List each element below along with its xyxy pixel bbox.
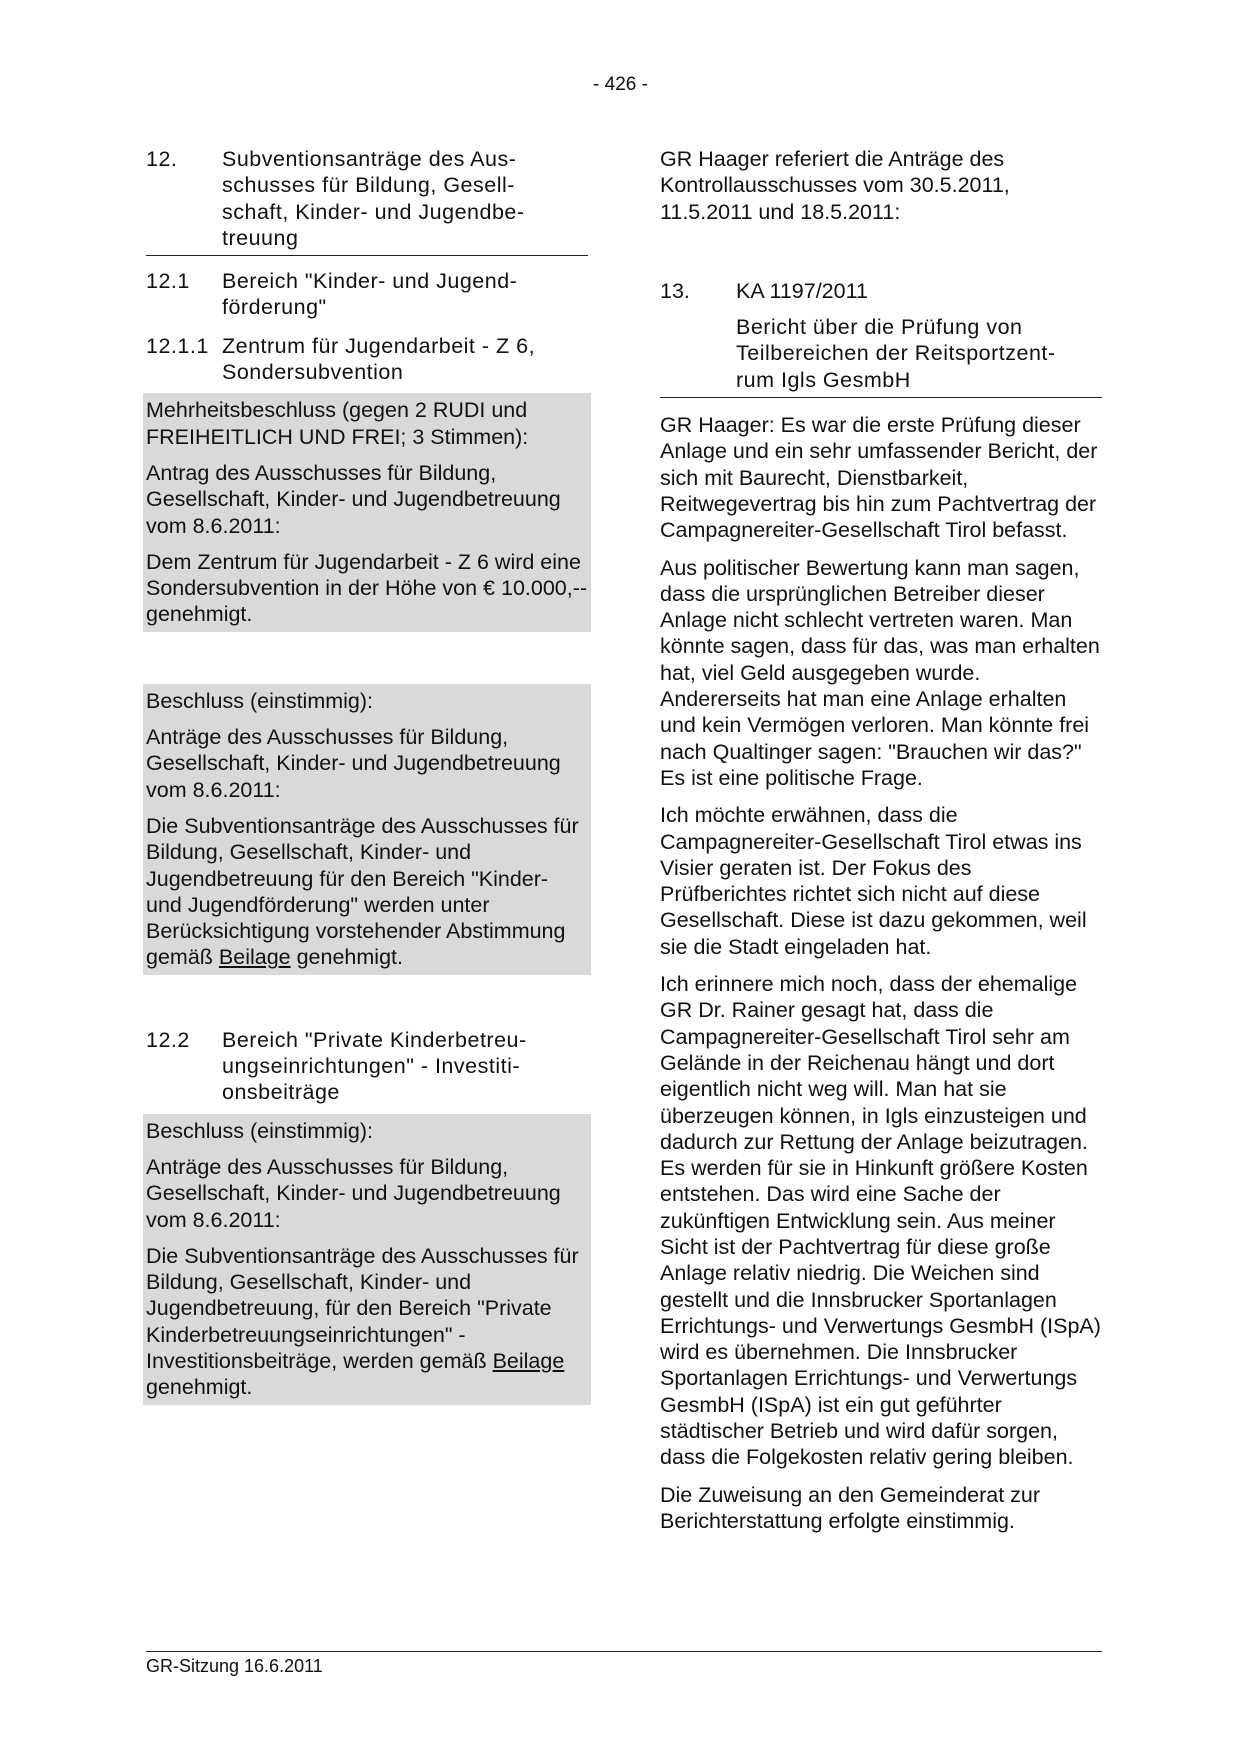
section-title: Bereich "Kinder- und Jugend- förderung" — [222, 269, 518, 320]
motion-text-part: genehmigt. — [290, 945, 403, 970]
motion-text-part: Die Subventionsanträge des Ausschusses für Bildung, Gesellschaft, Kinder- und Jugendbetreuung, für den Bereich "Private Kinderbetreuungseinrichtungen" - Investitionsbeiträge, werden gemäß — [146, 1243, 579, 1373]
motion-title: Anträge des Ausschusses für Bildung, Gesellschaft, Kinder- und Jugendbetreuung vom 8.6.2011: — [146, 725, 561, 802]
motion-text — [146, 1243, 588, 1401]
left-column — [146, 146, 588, 1405]
section-number: 12. — [146, 147, 178, 171]
section-title: KA 1197/2011 — [736, 278, 868, 303]
section-13-heading — [660, 278, 1102, 398]
page-number: - 426 - — [593, 74, 648, 95]
section-12-1-heading — [146, 268, 588, 321]
resolution-type: Beschluss (einstimmig): — [146, 1118, 373, 1143]
speech-paragraph: GR Haager: Es war die erste Prüfung dieser Anlage und ein sehr umfassender Bericht, der sich mit Baurecht, Dienstbarkeit, Reitwegevertrag bis hin zum Pachtvertrag der Campagnereiter-Gesellschaft Tirol befasst. — [660, 413, 1098, 543]
resolution-type: Beschluss (einstimmig): — [146, 688, 373, 713]
resolution-box — [143, 684, 591, 975]
section-title: Zentrum für Jugendarbeit - Z 6, Sondersubvention — [222, 333, 536, 385]
motion-text-part: Die Subventionsanträge des Ausschusses für Bildung, Gesellschaft, Kinder- und Jugendbetreuung für den Bereich "Kinder- und Jugendförderung" werden unter Berücksichtigung vorstehender Abstimmung gemäß — [146, 813, 579, 970]
section-12-2-heading — [146, 1027, 588, 1106]
section-12-heading — [146, 146, 588, 256]
motion-text — [146, 813, 588, 971]
motion-text-part: genehmigt. — [146, 1375, 253, 1400]
speech-paragraph: Die Zuweisung an den Gemeinderat zur Berichterstattung erfolgte einstimmig. — [660, 1482, 1041, 1533]
section-number: 12.2 — [146, 1027, 190, 1052]
section-title: Subventionsanträge des Aus- schusses für Bildung, Gesell- schaft, Kinder- und Jugendbe- treuung — [222, 147, 525, 250]
intro-paragraph: GR Haager referiert die Anträge des Kontrollausschusses vom 30.5.2011, 11.5.2011 und 18.5.2011: — [660, 147, 1010, 224]
beilage-link[interactable]: Beilage — [218, 945, 291, 970]
right-column — [660, 146, 1102, 1545]
footer: GR-Sitzung 16.6.2011 — [146, 1651, 1102, 1677]
motion-title: Antrag des Ausschusses für Bildung, Gesellschaft, Kinder- und Jugendbetreuung vom 8.6.2011: — [146, 460, 561, 538]
motion-text: Dem Zentrum für Jugendarbeit - Z 6 wird eine Sondersubvention in der Höhe von € 10.000,-- genehmigt. — [146, 549, 588, 627]
resolution-box — [143, 1114, 591, 1405]
speech-paragraph: Ich möchte erwähnen, dass die Campagnereiter-Gesellschaft Tirol etwas ins Visier geraten ist. Der Fokus des Prüfberichtes richtet sich nicht auf diese Gesellschaft. Diese ist dazu gekommen, weil sie die Stadt eingeladen hat. — [660, 803, 1087, 959]
resolution-type: Mehrheitsbeschluss (gegen 2 RUDI und FREIHEITLICH UND FREI; 3 Stimmen): — [146, 398, 529, 449]
section-subtitle: Bericht über die Prüfung von Teilbereichen der Reitsportzent- rum Igls GesmbH — [736, 315, 1056, 392]
motion-title: Anträge des Ausschusses für Bildung, Gesellschaft, Kinder- und Jugendbetreuung vom 8.6.2011: — [146, 1154, 561, 1232]
section-number: 12.1.1 — [146, 333, 209, 358]
speech-paragraph: Ich erinnere mich noch, dass der ehemalige GR Dr. Rainer gesagt hat, dass die Campagnereiter-Gesellschaft Tirol sehr am Gelände in der Reichenau hängt und dort eigentlich nicht weg will. Man hat sie überzeugen können, in Igls einzusteigen und dadurch zur Rettung der Anlage beizutragen. Es werden für sie in Hinkunft größere Kosten entstehen. Das wird eine Sache der zukünftigen Entwicklung sein. Aus meiner Sicht ist der Pachtvertrag für diese große Anlage relativ niedrig. Die Weichen sind gestellt und die Innsbrucker Sportanlagen Errichtungs- und Verwertungs GesmbH (ISpA) wird es übernehmen. Die Innsbrucker Sportanlagen Errichtungs- und Verwertungs GesmbH (ISpA) ist ein gut geführter städtischer Betrieb und wird dafür sorgen, dass die Folgekosten relativ gering bleiben. — [660, 972, 1101, 1470]
resolution-box — [143, 393, 591, 631]
section-number: 13. — [660, 278, 690, 303]
section-number: 12.1 — [146, 269, 190, 294]
beilage-link[interactable]: Beilage — [492, 1348, 565, 1373]
speech-paragraph: Aus politischer Bewertung kann man sagen, dass die ursprünglichen Betreiber dieser Anlage nicht schlecht vertreten waren. Man könnte sagen, dass für das, was man erhalten hat, viel Geld ausgegeben wurde. Andererseits hat man eine Anlage erhalten und kein Vermögen verloren. Man könnte frei nach Qualtinger sagen: "Brauchen wir das?" Es ist eine politische Frage. — [660, 555, 1100, 790]
section-12-1-1-heading — [146, 333, 588, 386]
section-title: Bereich "Private Kinderbetreu- ungseinrichtungen" - Investiti- onsbeiträge — [222, 1027, 527, 1105]
